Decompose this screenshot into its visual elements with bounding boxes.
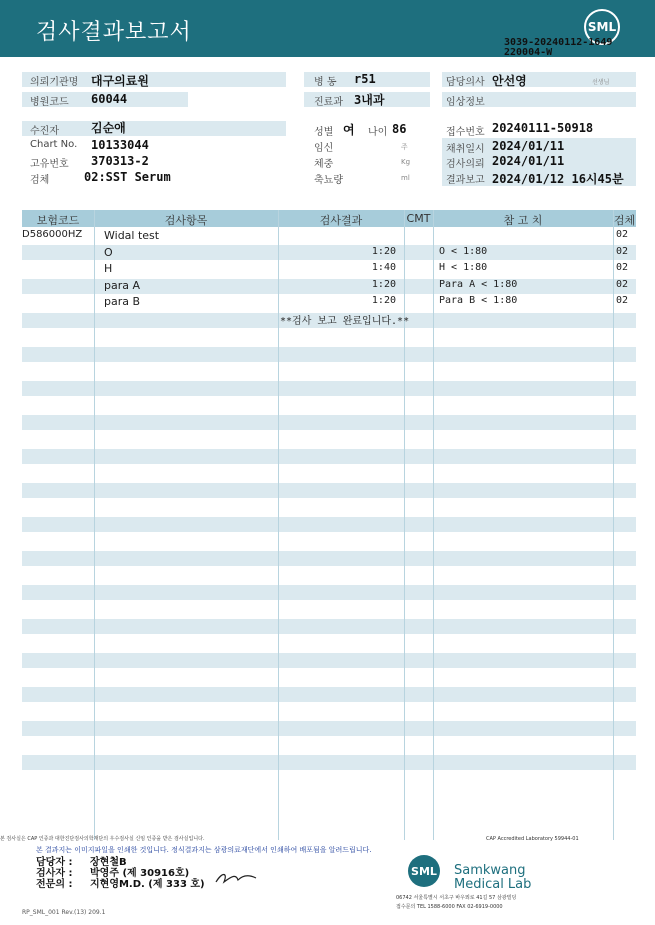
- unique-no-value: 370313-2: [91, 154, 149, 168]
- specialist-label: 전문의 :: [36, 879, 73, 890]
- ward-label: 병 동: [314, 77, 337, 88]
- cell-specimen: 02: [616, 245, 629, 257]
- unique-no-label: 고유번호: [30, 159, 69, 170]
- document-id-line1: 3039-20240112-1649: [504, 37, 613, 48]
- age-label: 나이: [368, 127, 388, 138]
- cap-note: CAP Accredited Laboratory 59944-01: [486, 836, 579, 842]
- receipt-label: 접수번호: [446, 127, 485, 138]
- cell-test-item: Widal test: [104, 229, 160, 242]
- logo-text: SML: [587, 20, 617, 34]
- cell-test-item: para B: [104, 295, 141, 308]
- hospital-code-label: 병원코드: [30, 97, 69, 108]
- table-stripe: [22, 585, 636, 600]
- lab-name-line1: Samkwang: [454, 863, 526, 878]
- table-stripe: [22, 687, 636, 702]
- lab-name: [454, 864, 531, 892]
- request-value: 2024/01/11: [492, 154, 565, 168]
- collect-value: 2024/01/11: [492, 139, 565, 153]
- cell-test-item: O: [104, 245, 113, 259]
- manager-value: 장현철B: [90, 857, 127, 868]
- form-code: RP_SML_001 Rev.(13) 209.1: [22, 909, 106, 916]
- age-value: 86: [392, 122, 407, 136]
- sex-value: 여: [343, 123, 355, 137]
- signature-image: [214, 870, 258, 886]
- table-stripe: [22, 653, 636, 668]
- table-stripe: [22, 551, 636, 566]
- doctor-value: 안선영: [492, 74, 527, 88]
- ward-value: r51: [354, 72, 376, 86]
- lab-contact: 접수문의 TEL 1588-6000 FAX 02-6919-0000: [396, 904, 503, 910]
- hospital-code-value: 60044: [91, 92, 128, 106]
- table-row: [22, 228, 636, 244]
- urine-label: 축뇨량: [314, 175, 343, 186]
- print-notice: 본 결과지는 이미지파일을 인쇄한 것입니다. 정식결과지는 삼광의료재단에서 인쇄하여 배포됨을 알려드립니다.: [36, 846, 372, 854]
- dept-value: 3내과: [354, 93, 385, 107]
- lab-address: 06742 서울특별시 서초구 바우뫼로 41길 57 삼광빌딩: [396, 895, 517, 901]
- cell-test-item: para A: [104, 278, 141, 292]
- accreditation-note: 본 검사실은 CAP 인증과 대한진단검사의학재단의 우수검사실 신임 인증을 받은 검사실입니다.: [0, 836, 205, 842]
- table-stripe: [22, 619, 636, 634]
- cell-reference: O < 1:80: [439, 245, 488, 257]
- cell-test-item: H: [104, 262, 113, 275]
- report-label: 결과보고: [446, 175, 485, 186]
- pregnancy-unit: 주: [401, 143, 408, 151]
- inspector-value: 박영주 (제 30916호): [90, 868, 190, 879]
- dept-label: 진료과: [314, 97, 343, 108]
- table-stripe: [22, 517, 636, 532]
- cell-specimen: 02: [616, 295, 629, 306]
- patient-name: 김순애: [91, 121, 126, 135]
- receipt-value: 20240111-50918: [492, 121, 594, 135]
- patient-row: [22, 121, 286, 136]
- institution-value: 대구의료원: [91, 74, 149, 88]
- table-row: [22, 261, 636, 277]
- cell-reference: Para A < 1:80: [439, 278, 518, 290]
- table-row: [22, 278, 636, 294]
- institution-label: 의뢰기관명: [30, 77, 79, 88]
- completion-note: **검사 보고 완료입니다.**: [280, 316, 410, 327]
- specialist-value: 지현영M.D. (제 333 호): [90, 879, 205, 890]
- col-result: 검사결과: [319, 214, 363, 227]
- cell-specimen: 02: [616, 229, 629, 240]
- cell-result: 1:20: [371, 295, 396, 306]
- table-stripe: [22, 449, 636, 464]
- document-id: [504, 38, 612, 58]
- table-row: [22, 245, 636, 261]
- table-stripe: [22, 755, 636, 770]
- collect-label: 채취일시: [446, 144, 485, 155]
- cell-code: D586000HZ: [22, 229, 83, 240]
- table-stripe: [22, 721, 636, 736]
- specimen-value: 02:SST Serum: [84, 170, 171, 184]
- urine-unit: ml: [401, 174, 410, 182]
- cell-specimen: 02: [616, 262, 629, 273]
- doctor-label: 담당의사: [446, 77, 485, 88]
- document-id-line2: 220004-W: [504, 47, 553, 58]
- table-stripe: [22, 415, 636, 430]
- sex-label: 성별: [314, 127, 334, 138]
- table-stripe: [22, 347, 636, 362]
- weight-label: 체중: [314, 159, 334, 170]
- col-cmt: CMT: [406, 212, 431, 225]
- cell-result: 1:20: [371, 278, 396, 290]
- manager-label: 담당자 :: [36, 857, 73, 868]
- table-stripe: [22, 483, 636, 498]
- results-table-header: [22, 210, 636, 227]
- clinical-label: 임상정보: [446, 97, 485, 108]
- col-specimen: 검체: [613, 214, 636, 227]
- cell-result: 1:40: [371, 262, 396, 273]
- lab-name-line2: Medical Lab: [454, 877, 532, 892]
- chart-no-label: Chart No.: [30, 139, 78, 150]
- inspector-label: 검사자 :: [36, 868, 73, 879]
- col-test-item: 검사항목: [164, 214, 208, 227]
- weight-unit: Kg: [401, 158, 411, 166]
- cell-reference: Para B < 1:80: [439, 295, 518, 306]
- col-reference: 참 고 치: [503, 214, 543, 227]
- cell-reference: H < 1:80: [439, 262, 488, 273]
- chart-no-value: 10133044: [91, 138, 149, 152]
- table-row: [22, 294, 636, 310]
- doctor-suffix: 선생님: [592, 79, 610, 86]
- report-title: 검사결과보고서: [36, 20, 192, 45]
- request-label: 검사의뢰: [446, 159, 485, 170]
- specimen-label: 검체: [30, 175, 50, 186]
- cell-result: 1:20: [371, 245, 396, 257]
- patient-label: 수진자: [30, 126, 59, 137]
- pregnancy-label: 임신: [314, 143, 334, 154]
- sml-footer-logo-icon: [408, 855, 440, 887]
- footer-logo-text: SML: [411, 864, 437, 878]
- report-value: 2024/01/12 16시45분: [492, 172, 624, 186]
- cell-specimen: 02: [616, 278, 629, 290]
- col-insurance-code: 보험코드: [36, 214, 80, 227]
- table-stripe: [22, 381, 636, 396]
